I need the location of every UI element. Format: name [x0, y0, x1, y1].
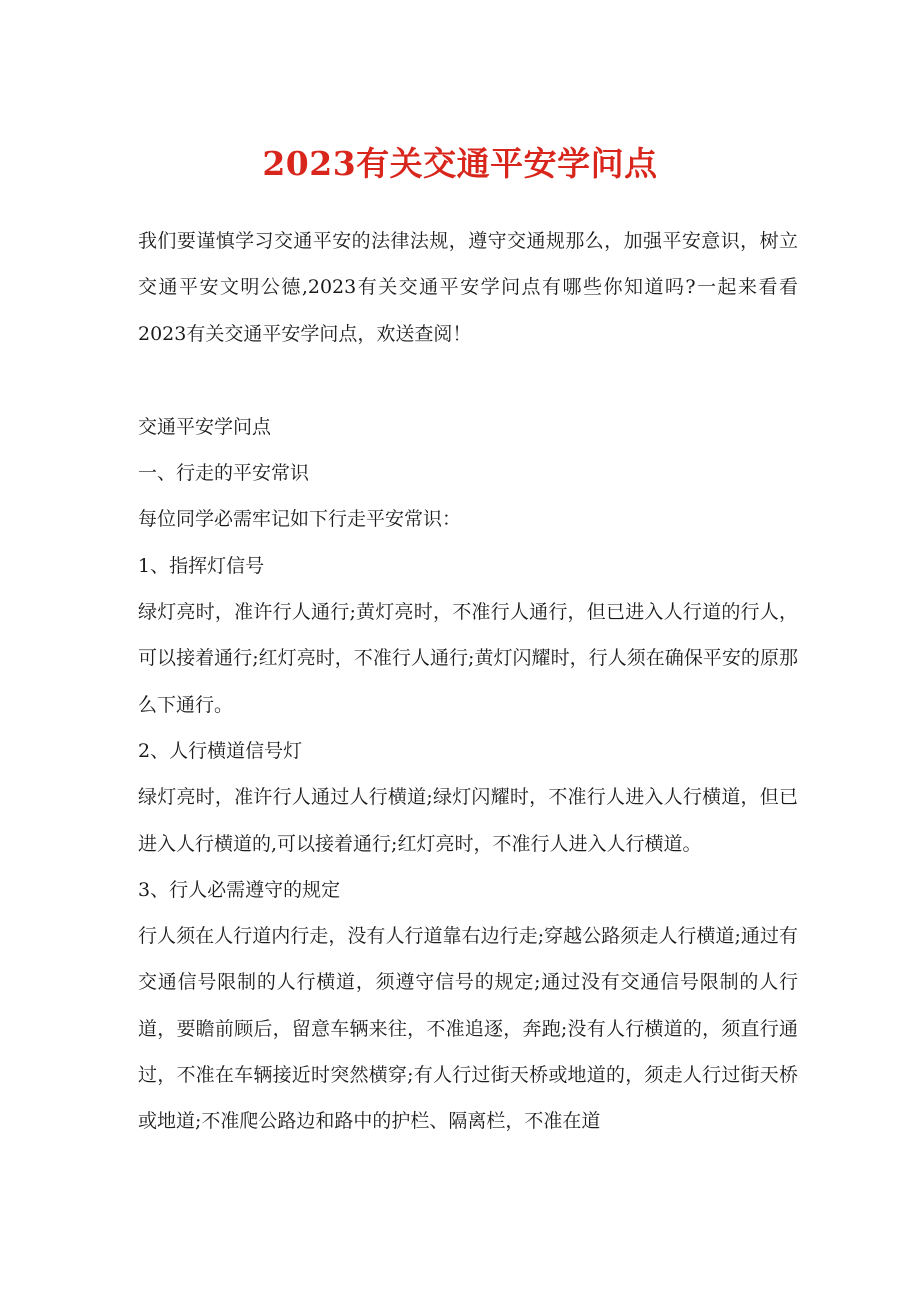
- item2-text: 绿灯亮时，准许行人通过人行横道;绿灯闪耀时，不准行人进入人行横道，但已进入人行横道的,可以接着通行;红灯亮时，不准行人进入人行横道。: [138, 786, 798, 855]
- section-title: 交通平安学问点: [138, 415, 272, 438]
- item3-text: 行人须在人行道内行走，没有人行道靠右边行走;穿越公路须走人行横道;通过有交通信号限制的人行横道，须遵守信号的规定;通过没有交通信号限制的人行道，要瞻前顾后，留意车辆来往，不准追逐，奔跑;没有人行横道的，须直行通过，不准在车辆接近时突然横穿;有人行过街天桥或地道的，须走人行过街天桥或地道;不准爬公路边和路中的护栏、隔离栏，不准在道: [138, 925, 798, 1133]
- part1-heading: 一、行走的平安常识: [138, 462, 310, 485]
- part1-lead: 每位同学必需牢记如下行走平安常识：: [138, 508, 462, 531]
- item1-text: 绿灯亮时，准许行人通行;黄灯亮时，不准行人通行，但已进入人行道的行人，可以接着通行;红灯亮时，不准行人通行;黄灯闪耀时，行人须在确保平安的原那么下通行。: [138, 601, 798, 716]
- item2-heading: 2、人行横道信号灯: [138, 739, 303, 762]
- item1-heading: 1、指挥灯信号: [138, 554, 265, 577]
- item3-heading: 3、行人必需遵守的规定: [138, 878, 341, 901]
- intro-paragraph: 我们要谨慎学习交通平安的法律法规，遵守交通规那么，加强平安意识，树立交通平安文明公德,2023有关交通平安学问点有哪些你知道吗?一起来看看2023有关交通平安学问点，欢送查阅！: [138, 230, 798, 345]
- paragraph-gap: [138, 357, 798, 404]
- document-title: 2023有关交通平安学问点: [262, 144, 658, 183]
- document-body: [138, 218, 798, 1145]
